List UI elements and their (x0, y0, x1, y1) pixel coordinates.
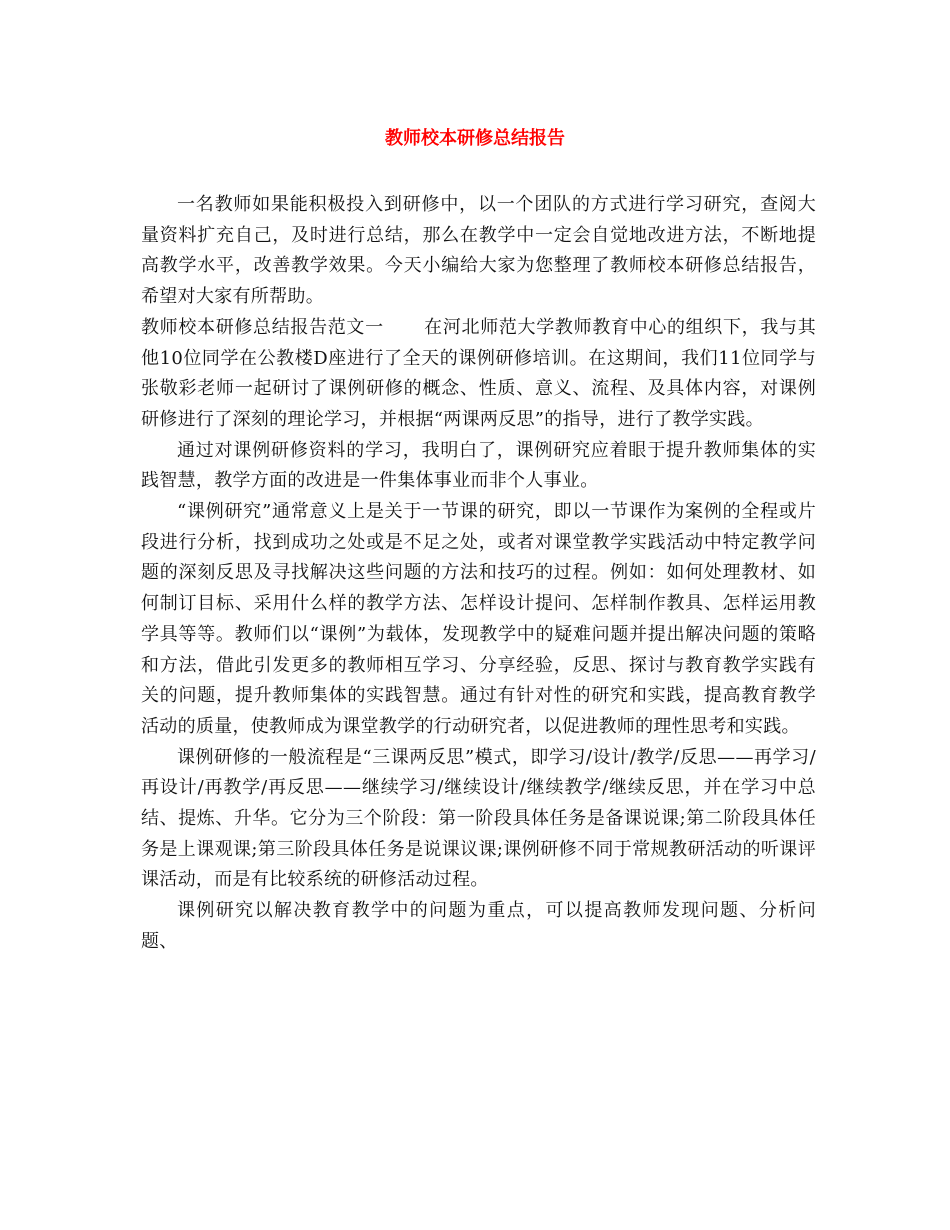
body-paragraph-focus: 课例研究以解决教育教学中的问题为重点，可以提高教师发现问题、分析问题、 (141, 900, 816, 952)
document-body (141, 190, 816, 958)
body-paragraph-process: 课例研修的一般流程是“三课两反思”模式，即学习/设计/教学/反思——再学习/再设计/再教学/再反思——继续学习/继续设计/继续教学/继续反思，并在学习中总结、提炼、升华。它分为三个阶段：第一阶段具体任务是备课说课;第二阶段具体任务是上课观课;第三阶段具体任务是说课议课;课例研修不同于常规教研活动的听课评课活动，而是有比较系统的研修活动过程。 (141, 746, 816, 891)
body-paragraph-learning: 通过对课例研修资料的学习，我明白了，课例研究应着眼于提升教师集体的实践智慧，教学方面的改进是一件集体事业而非个人事业。 (141, 439, 816, 492)
sample-text: 在河北师范大学教师教育中心的组织下，我与其他10位同学在公教楼D座进行了全天的课例研修培训。在这期间，我们11位同学与张敬彩老师一起研讨了课例研修的概念、性质、意义、流程、及具体内容，对课例研修进行了深刻的理论学习，并根据“两课两反思”的指导，进行了教学实践。 (141, 316, 816, 430)
intro-paragraph: 一名教师如果能积极投入到研修中，以一个团队的方式进行学习研究，查阅大量资料扩充自己，及时进行总结，那么在教学中一定会自觉地改进方法，不断地提高教学水平，改善教学效果。今天小编给大家为您整理了教师校本研修总结报告，希望对大家有所帮助。 (141, 194, 816, 308)
document-title: 教师校本研修总结报告 (385, 128, 565, 149)
sample-paragraph (141, 313, 816, 436)
sample-heading: 教师校本研修总结报告范文一 (141, 316, 384, 338)
body-paragraph-case-study: “课例研究”通常意义上是关于一节课的研究，即以一节课作为案例的全程或片段进行分析，找到成功之处或是不足之处，或者对课堂教学实践活动中特定教学问题的深刻反思及寻找解决这些问题的方法和技巧的过程。例如：如何处理教材、如何制订目标、采用什么样的教学方法、怎样设计提问、怎样制作教具、怎样运用教学具等等。教师们以“课例”为载体，发现教学中的疑难问题并提出解决问题的策略和方法，借此引发更多的教师相互学习、分享经验，反思、探讨与教育教学实践有关的问题，提升教师集体的实践智慧。通过有针对性的研究和实践，提高教育教学活动的质量，使教师成为课堂教学的行动研究者，以促进教师的理性思考和实践。 (141, 501, 816, 737)
